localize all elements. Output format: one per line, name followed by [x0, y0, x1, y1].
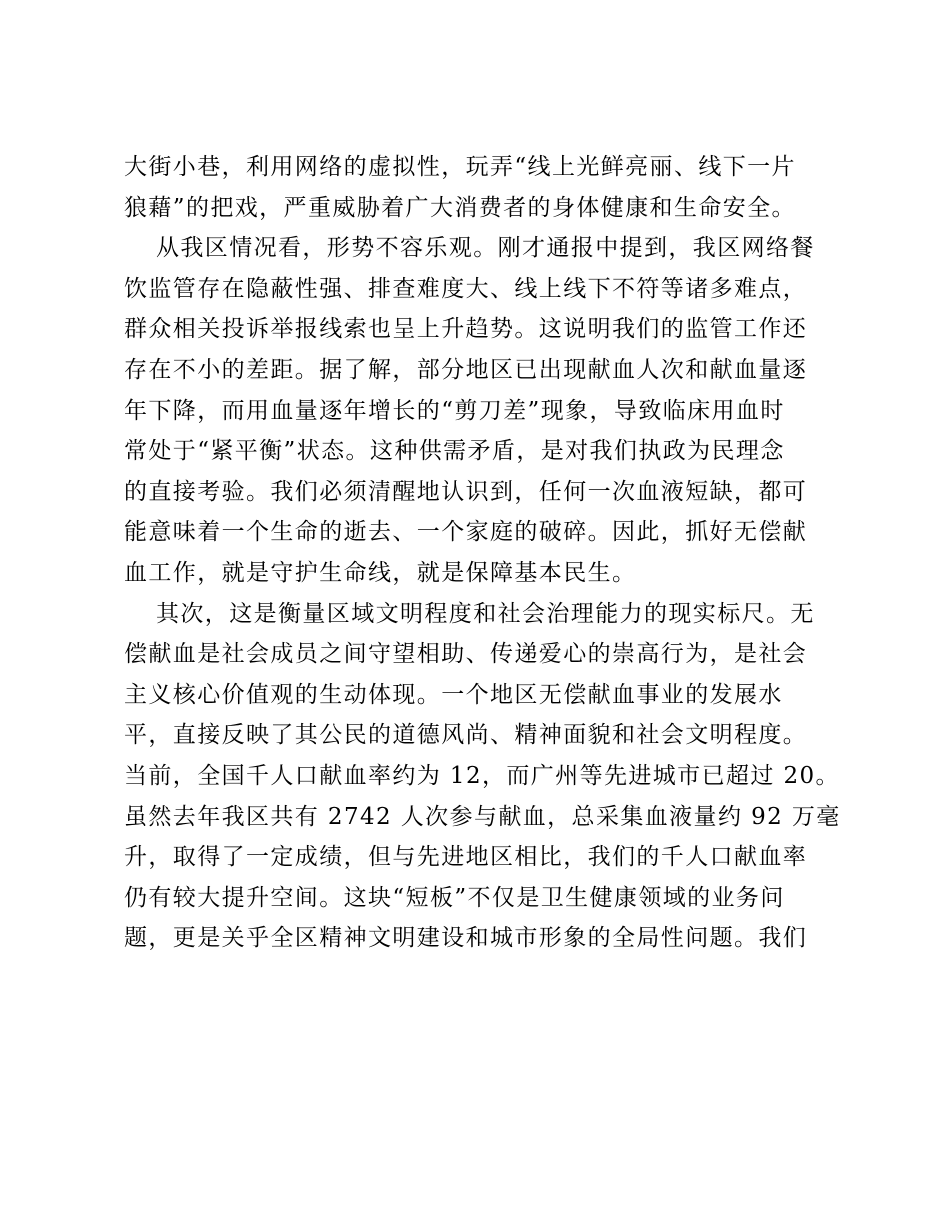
text-line: 仍有较大提升空间。这块“短板”不仅是卫生健康领域的业务问 — [124, 884, 785, 911]
text-line: 年下降，而用血量逐年增长的“剪刀差”现象，导致临床用血时 — [124, 397, 785, 424]
text-line: 饮监管存在隐蔽性强、排查难度大、线上线下不符等诸多难点， — [124, 275, 808, 302]
text-line: 题，更是关乎全区精神文明建设和城市形象的全局性问题。我们 — [124, 925, 808, 952]
text-line: 的直接考验。我们必须清醒地认识到，任何一次血液短缺，都可 — [124, 478, 808, 505]
text-line: 群众相关投诉举报线索也呈上升趋势。这说明我们的监管工作还 — [124, 316, 808, 343]
text-line: 主义核心价值观的生动体现。一个地区无偿献血事业的发展水 — [124, 681, 783, 708]
text-line: 存在不小的差距。据了解，部分地区已出现献血人次和献血量逐 — [124, 356, 808, 383]
text-line: 狼藉”的把戏，严重威胁着广大消费者的身体健康和生命安全。 — [124, 194, 796, 221]
text-line: 大街小巷，利用网络的虚拟性，玩弄“线上光鲜亮丽、线下一片 — [124, 154, 796, 180]
text-line: 当前，全国千人口献血率约为 12，而广州等先进城市已超过 20。 — [124, 762, 840, 789]
text-line: 能意味着一个生命的逝去、一个家庭的破碎。因此，抓好无偿献 — [124, 519, 808, 546]
text-line: 虽然去年我区共有 2742 人次参与献血，总采集血液量约 92 万毫 — [124, 803, 841, 830]
paragraph-first-line: 其次，这是衡量区域文明程度和社会治理能力的现实标尺。无 — [156, 600, 815, 627]
text-line: 升，取得了一定成绩，但与先进地区相比，我们的千人口献血率 — [124, 844, 808, 871]
paragraph-first-line: 从我区情况看，形势不容乐观。刚才通报中提到，我区网络餐 — [156, 235, 815, 262]
text-line: 血工作，就是守护生命线，就是保障基本民生。 — [124, 559, 637, 586]
body-text — [124, 147, 841, 959]
text-line: 偿献血是社会成员之间守望相助、传递爱心的崇高行为，是社会 — [124, 641, 808, 668]
text-line: 常处于“紧平衡”状态。这种供需矛盾，是对我们执政为民理念 — [124, 438, 785, 465]
text-line: 平，直接反映了其公民的道德风尚、精神面貌和社会文明程度。 — [124, 722, 808, 749]
